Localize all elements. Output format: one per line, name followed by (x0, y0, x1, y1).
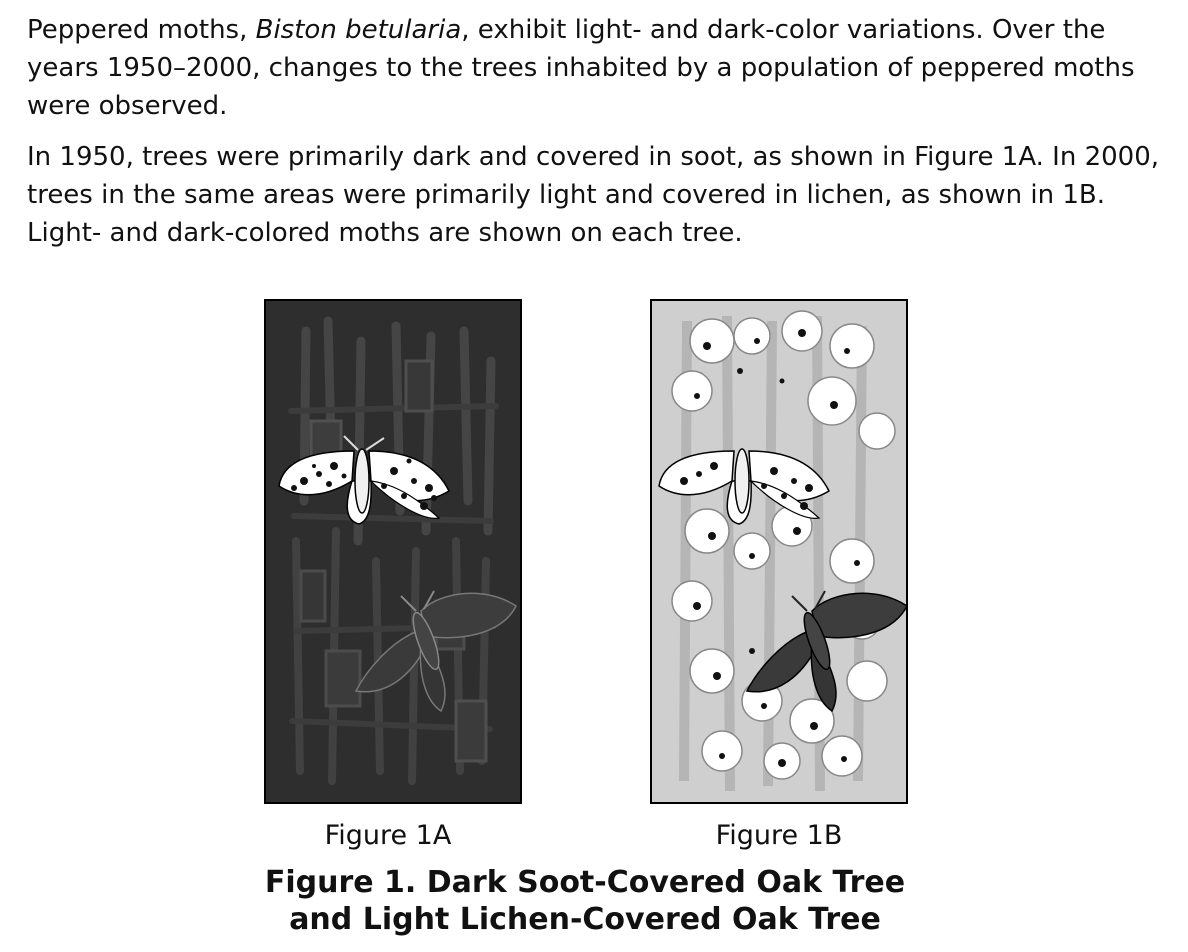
figure-caption-line-2: and Light Lichen-Covered Oak Tree (289, 902, 881, 937)
figure-1b-image (650, 299, 908, 804)
figure-caption-line-1: Figure 1. Dark Soot-Covered Oak Tree (264, 865, 906, 900)
figure-1b-label: Figure 1B (715, 820, 843, 851)
figure-1a-label: Figure 1A (324, 820, 452, 851)
species-name: Biston betularia (255, 15, 462, 45)
figure-1a-image (264, 299, 522, 804)
intro-text-start: Peppered moths, (27, 15, 256, 45)
lichen-bark-texture (672, 311, 895, 791)
intro-text-end: , exhibit light- and dark-color variations. Over the years 1950–2000, changes to the trees inhabited by a population of peppered moths were observed. (27, 15, 1135, 121)
intro-paragraph-2: In 1950, trees were primarily dark and covered in soot, as shown in Figure 1A. In 2000, trees in the same areas were primarily light and covered in lichen, as shown in 1B. Light- and dark-colored moths are shown on each tree. (27, 142, 1160, 248)
soot-bark-texture (291, 321, 496, 781)
intro-paragraph-1 (27, 11, 1177, 125)
figure-caption (0, 864, 1170, 938)
